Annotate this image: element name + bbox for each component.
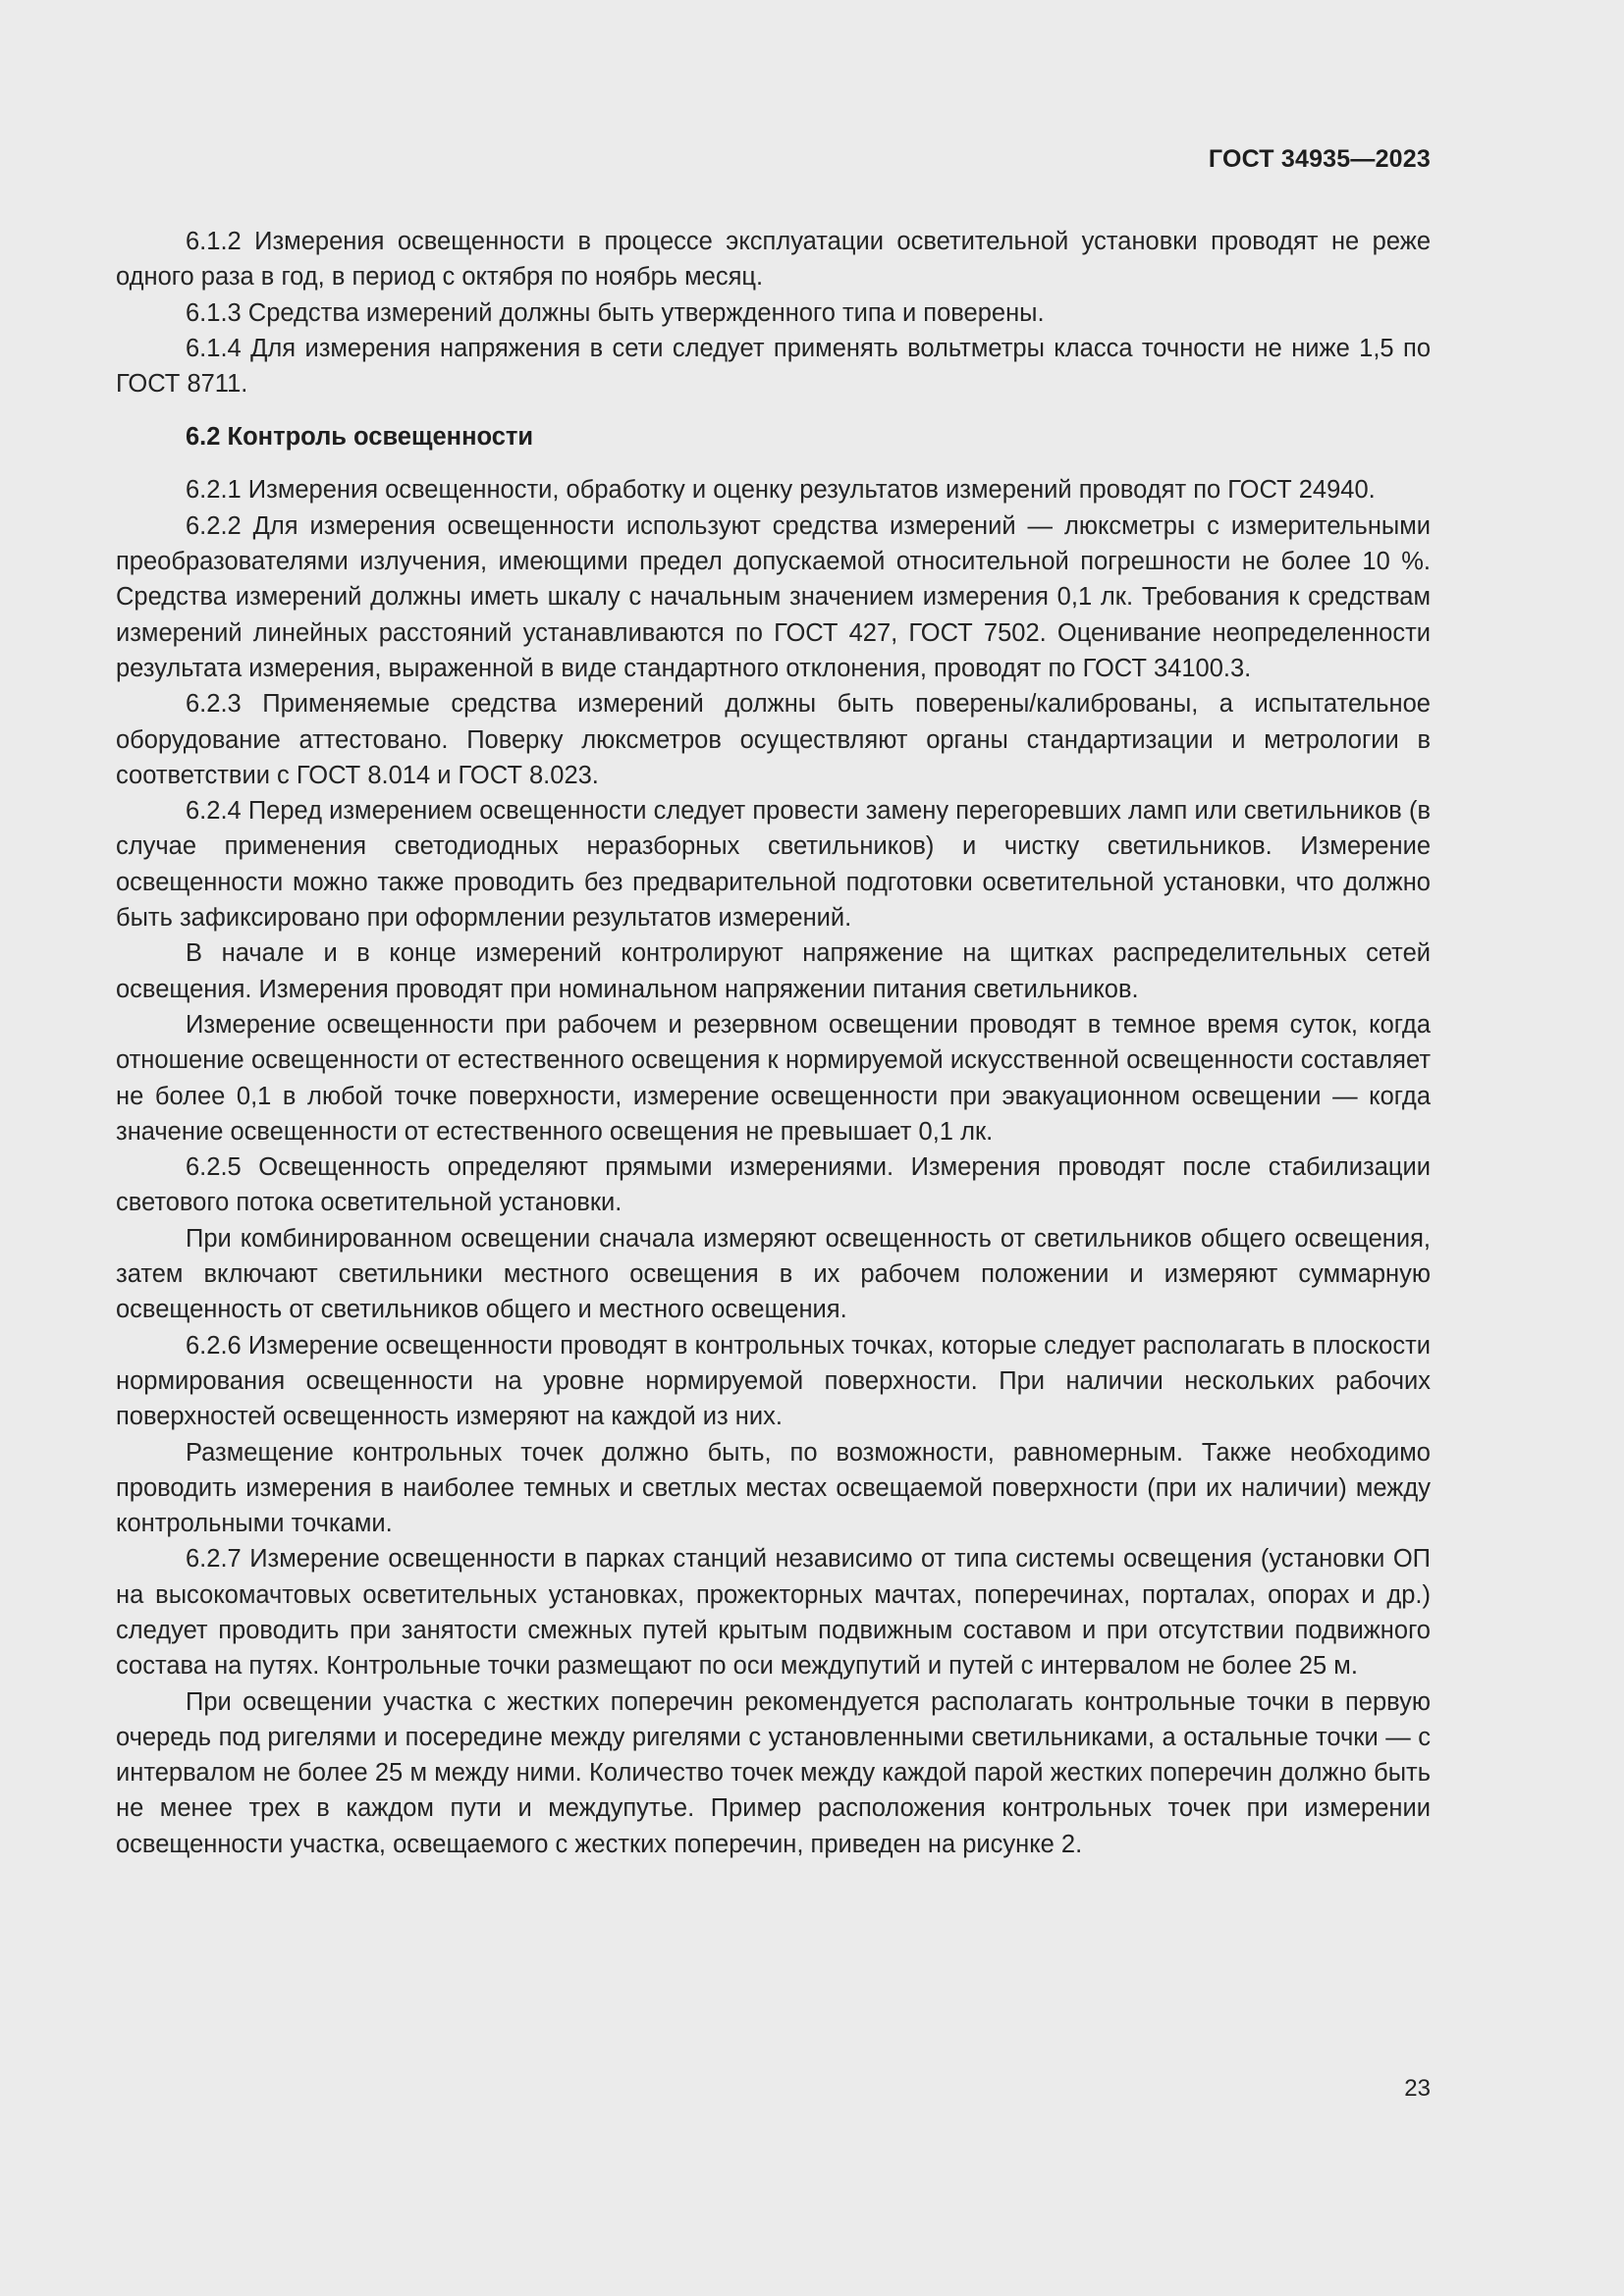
paragraph-6-2-6: 6.2.6 Измерение освещенности проводят в контрольных точках, которые следует располагать в плоскости нормирования освещенности на уровне нормируемой поверхности. При наличии нескольких рабочих поверхностей освещенность измеряют на каждой из них. xyxy=(116,1331,1431,1431)
paragraph-6-2-3: 6.2.3 Применяемые средства измерений должны быть поверены/калиброваны, а испытательное оборудование аттестовано. Поверку люксметров осуществляют органы стандартизации и метрологии в соответствии с ГОСТ 8.014 и ГОСТ 8.023. xyxy=(116,690,1431,789)
document-body xyxy=(116,224,1431,1862)
paragraph-6-2-2: 6.2.2 Для измерения освещенности используют средства измерений — люксметры с измерительными преобразователями излучения, имеющими предел допускаемой относительной погрешности не более 10 %. Средства измерений должны иметь шкалу с начальным значением измерения 0,1 лк. Требования к средствам измерений линейных расстояний устанавливаются по ГОСТ 427, ГОСТ 7502. Оценивание неопределенности результата измерения, выраженной в виде стандартного отклонения, проводят по ГОСТ 34100.3. xyxy=(116,511,1431,682)
paragraph-6-2-5-combined: При комбинированном освещении сначала измеряют освещенность от светильников общего освещения, затем включают светильники местного освещения в их рабочем положении и измеряют суммарную освещенность от светильников общего и местного освещения. xyxy=(116,1224,1431,1324)
paragraph-6-2-5: 6.2.5 Освещенность определяют прямыми измерениями. Измерения проводят после стабилизации светового потока осветительной установки. xyxy=(116,1153,1431,1217)
paragraph-6-2-4-dark-time: Измерение освещенности при рабочем и резервном освещении проводят в темное время суток, когда отношение освещенности от естественного освещения к нормируемой искусственной освещенности составляет не более 0,1 в любой точке поверхности, измерение освещенности при эвакуационном освещении — когда значение освещенности от естественного освещения не превышает 0,1 лк. xyxy=(116,1010,1431,1146)
paragraph-6-1-4: 6.1.4 Для измерения напряжения в сети следует применять вольтметры класса точности не ниже 1,5 по ГОСТ 8711. xyxy=(116,334,1431,399)
paragraph-6-2-4: 6.2.4 Перед измерением освещенности следует провести замену перегоревших ламп или светильников (в случае применения светодиодных неразборных светильников) и чистку светильников. Измерение освещенности можно также проводить без предварительной подготовки осветительной установки, что должно быть зафиксировано при оформлении результатов измерений. xyxy=(116,797,1431,933)
paragraph-6-1-3: 6.1.3 Средства измерений должны быть утвержденного типа и поверены. xyxy=(186,298,1045,327)
paragraph-6-2-6-placement: Размещение контрольных точек должно быть, по возможности, равномерным. Также необходимо проводить измерения в наиболее темных и светлых местах освещаемой поверхности (при их наличии) между контрольными точками. xyxy=(116,1438,1431,1538)
paragraph-6-1-2: 6.1.2 Измерения освещенности в процессе эксплуатации осветительной установки проводят не реже одного раза в год, в период с октября по ноябрь месяц. xyxy=(116,228,1431,292)
paragraph-6-2-1: 6.2.1 Измерения освещенности, обработку и оценку результатов измерений проводят по ГОСТ 24940. xyxy=(186,476,1376,505)
page-number: 23 xyxy=(1404,2075,1431,2102)
document-header: ГОСТ 34935—2023 xyxy=(1208,145,1431,173)
paragraph-6-2-7: 6.2.7 Измерение освещенности в парках станций независимо от типа системы освещения (установки ОП на высокомачтовых осветительных установках, прожекторных мачтах, поперечинах, порталах, опорах и др.) следует проводить при занятости смежных путей крытым подвижным составом и при отсутствии подвижного состава на путях. Контрольные точки размещают по оси междупутий и путей с интервалом не более 25 м. xyxy=(116,1545,1431,1681)
paragraph-6-2-4-voltage: В начале и в конце измерений контролируют напряжение на щитках распределительных сетей освещения. Измерения проводят при номинальном напряжении питания светильников. xyxy=(116,939,1431,1003)
section-heading-6-2: 6.2 Контроль освещенности xyxy=(186,423,534,452)
paragraph-6-2-7-crossbars: При освещении участка с жестких поперечин рекомендуется располагать контрольные точки в первую очередь под ригелями и посередине между ригелями с установленными светильниками, а остальные точки — с интервалом не более 25 м между ними. Количество точек между каждой парой жестких поперечин должно быть не менее трех в каждом пути и междупутье. Пример расположения контрольных точек при измерении освещенности участка, освещаемого с жестких поперечин, приведен на рисунке 2. xyxy=(116,1687,1431,1858)
